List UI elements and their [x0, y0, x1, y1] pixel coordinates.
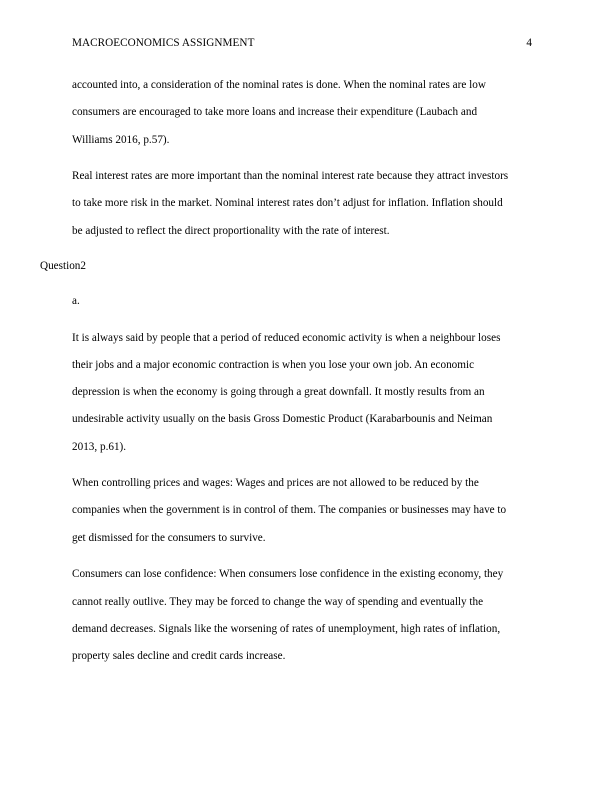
text-line: depression is when the economy is going through a great downfall. It mostly results from an [72, 386, 485, 398]
text-line: Real interest rates are more important than the nominal interest rate because they attract investors [72, 170, 509, 182]
text-line: demand decreases. Signals like the worsening of rates of unemployment, high rates of inflation, [72, 623, 501, 635]
text-line: Consumers can lose confidence: When consumers lose confidence in the existing economy, they [72, 568, 504, 580]
page-number: 4 [526, 37, 532, 49]
text-line: property sales decline and credit cards increase. [72, 650, 286, 662]
text-line: their jobs and a major economic contraction is when you lose your own job. An economic [72, 359, 475, 371]
text-line: It is always said by people that a period of reduced economic activity is when a neighbour loses [72, 332, 501, 344]
text-line: companies when the government is in control of them. The companies or businesses may have to [72, 504, 507, 516]
text-line: 2013, p.61). [72, 441, 127, 453]
question-heading: Question2 [40, 260, 86, 272]
text-line: consumers are encouraged to take more loans and increase their expenditure (Laubach and [72, 106, 478, 118]
text-line: cannot really outlive. They may be forced to change the way of spending and eventually the [72, 596, 484, 608]
text-line: undesirable activity usually on the basis Gross Domestic Product (Karabarbounis and Neiman [72, 413, 493, 425]
running-head: MACROECONOMICS ASSIGNMENT [72, 37, 255, 49]
text-line: get dismissed for the consumers to survive. [72, 532, 266, 544]
text-line: When controlling prices and wages: Wages and prices are not allowed to be reduced by the [72, 477, 479, 489]
sub-question-label: a. [72, 295, 80, 307]
text-line: to take more risk in the market. Nominal interest rates don’t adjust for inflation. Inflation should [72, 197, 503, 209]
text-line: be adjusted to reflect the direct proportionality with the rate of interest. [72, 225, 390, 237]
text-line: accounted into, a consideration of the nominal rates is done. When the nominal rates are low [72, 79, 486, 91]
text-line: Williams 2016, p.57). [72, 134, 170, 146]
